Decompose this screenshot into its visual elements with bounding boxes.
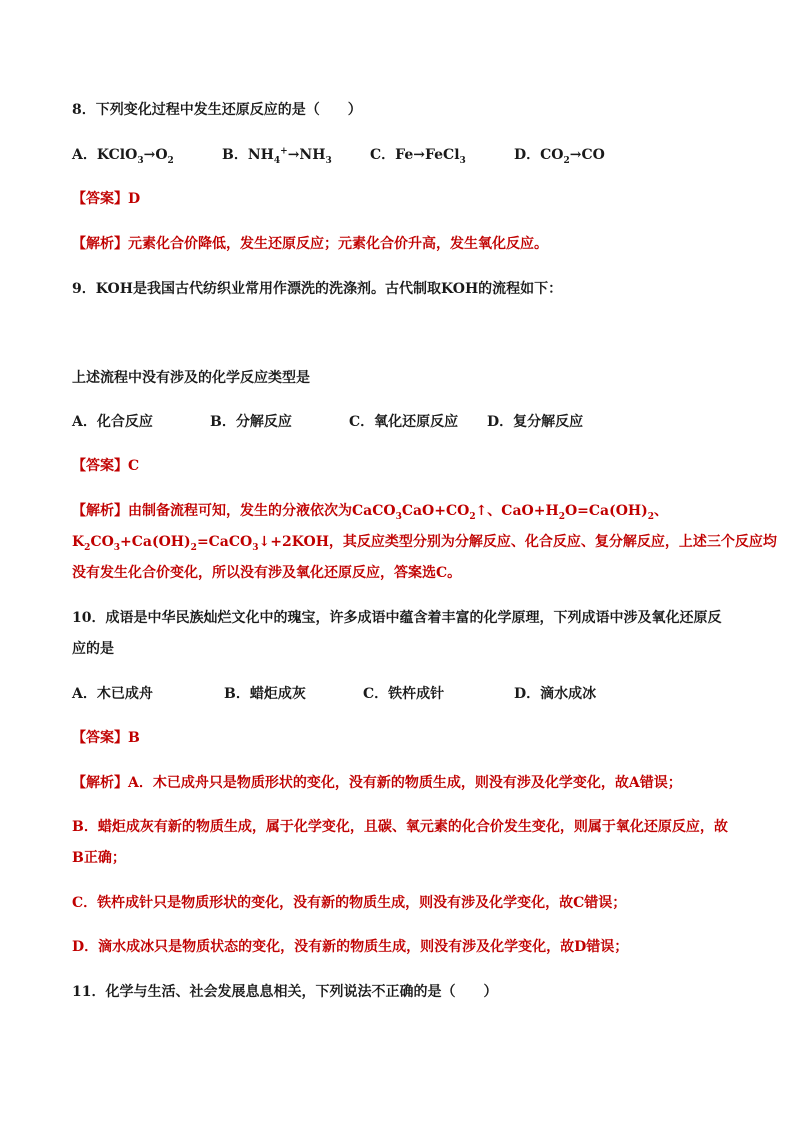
q9-analysis-line-1: 【解析】由制备流程可知，发生的分液依次为$CaCO_3CaO+CO_2↑$、$CaO+H_2O=Ca(OH)_2$、 bbox=[72, 503, 669, 522]
analysis-tag: 【解析】 bbox=[72, 503, 128, 519]
q9-question: 上述流程中没有涉及的化学反应类型是 bbox=[72, 370, 310, 386]
q10-analysis-d: D．滴水成冰只是物质状态的变化，没有新的物质生成，则没有涉及化学变化，故D错误； bbox=[72, 939, 629, 955]
q9-option-c: C．氧化还原反应 bbox=[349, 414, 459, 430]
q9-option-a: A．化合反应 bbox=[72, 414, 153, 430]
q9-option-b: B．分解反应 bbox=[210, 414, 292, 430]
analysis-tag: 【解析】 bbox=[72, 775, 128, 791]
q9-analysis-line-2: $K_2CO_3+Ca(OH)_2=CaCO_3↓+2KOH$，其反应类型分别为分解反应、化合反应、复分解反应，上述三个反应均 bbox=[72, 534, 777, 553]
q9-analysis-line-3: 没有发生化合价变化，所以没有涉及氧化还原反应，答案选C。 bbox=[72, 565, 462, 581]
q11-stem: 11．化学与生活、社会发展息息相关，下列说法不正确的是（ ） bbox=[72, 984, 498, 1000]
q8-analysis bbox=[72, 234, 733, 254]
q8-option-b: B．$NH_4^+\to NH_3$ bbox=[222, 146, 332, 166]
q10-analysis-c: C．铁杵成针只是物质形状的变化，没有新的物质生成，则没有涉及化学变化，故C错误； bbox=[72, 895, 627, 911]
q9-option-d: D．复分解反应 bbox=[487, 414, 584, 430]
q10-analysis-b-line-1: B．蜡炬成灰有新的物质生成，属于化学变化，且碳、氧元素的化合价发生变化，则属于氧化还原反应，故 bbox=[72, 819, 728, 835]
q8-option-d: D．$CO_2\to CO$ bbox=[514, 147, 605, 166]
q8-stem: 8．下列变化过程中发生还原反应的是（ ） bbox=[72, 102, 362, 118]
q10-stem-line-2: 应的是 bbox=[72, 641, 114, 657]
q8-option-c: C．Fe→FeCl$_3$ bbox=[370, 147, 466, 166]
q10-analysis-b-line-2: B正确； bbox=[72, 850, 126, 866]
analysis-text: 元素化合价降低，发生还原反应；元素化合价升高，发生氧化反应。 bbox=[128, 236, 548, 252]
q8-answer: 【答案】D bbox=[72, 191, 141, 207]
q10-analysis-a: 【解析】A．木已成舟只是物质形状的变化，没有新的物质生成，则没有涉及化学变化，故A错误； bbox=[72, 775, 682, 791]
q10-stem-line-1: 10．成语是中华民族灿烂文化中的瑰宝，许多成语中蕴含着丰富的化学原理，下列成语中涉及氧化还原反 bbox=[72, 610, 722, 626]
q9-answer: 【答案】C bbox=[72, 458, 140, 474]
q9-stem: 9．KOH是我国古代纺织业常用作漂洗的洗涤剂。古代制取KOH的流程如下： bbox=[72, 281, 563, 297]
analysis-tag: 【解析】 bbox=[72, 236, 128, 252]
q10-option-c: C．铁杵成针 bbox=[363, 686, 445, 702]
q10-option-d: D．滴水成冰 bbox=[514, 686, 597, 702]
q10-option-a: A．木已成舟 bbox=[72, 686, 153, 702]
q10-answer: 【答案】B bbox=[72, 730, 140, 746]
q8-option-a: A．$KClO_3\to O_2$ bbox=[72, 147, 174, 166]
q10-option-b: B．蜡炬成灰 bbox=[224, 686, 306, 702]
